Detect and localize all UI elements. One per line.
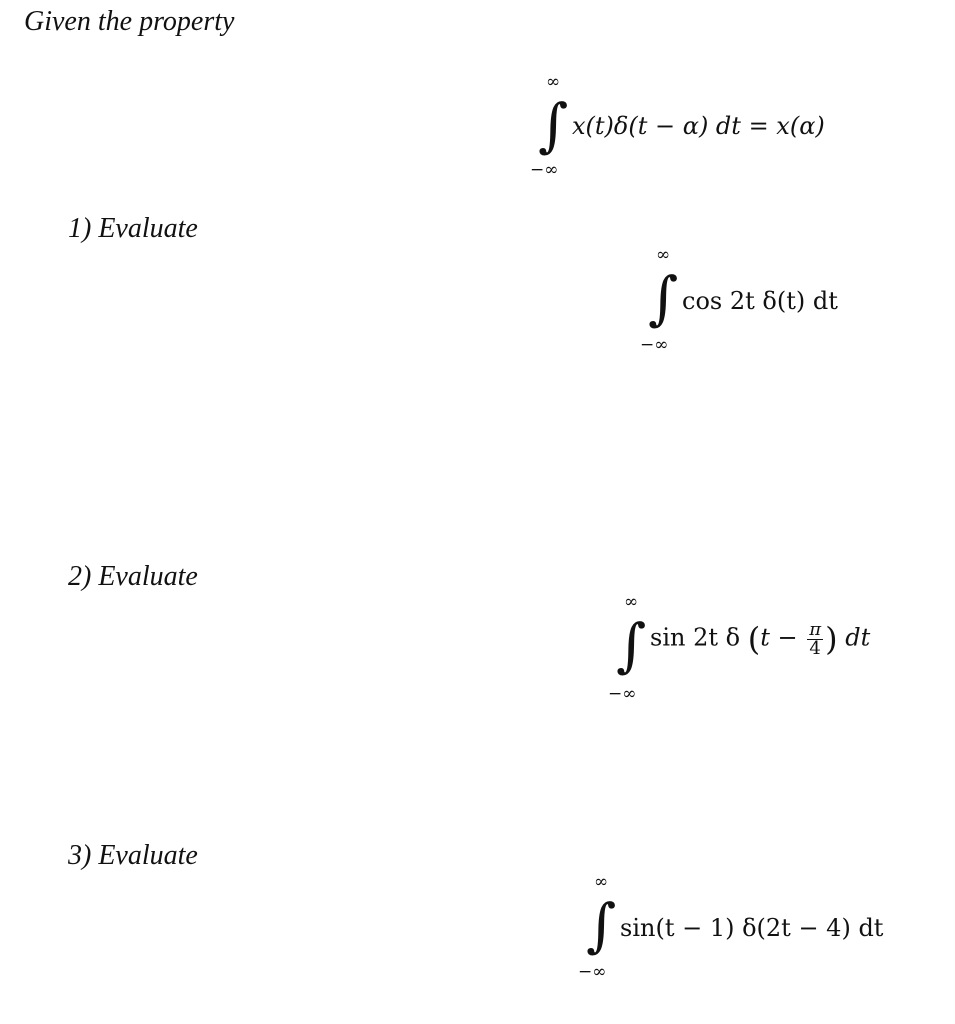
intro-text: Given the property — [24, 6, 235, 37]
property-equation — [530, 72, 890, 184]
lower-limit: −∞ — [530, 160, 559, 180]
integral-icon: ∫ — [586, 891, 617, 959]
item-2-inner-var: t − — [760, 623, 798, 652]
integral-icon: ∫ — [648, 264, 679, 332]
fraction-numerator: π — [809, 618, 822, 640]
upper-limit: ∞ — [546, 72, 561, 92]
lower-limit: −∞ — [640, 335, 669, 355]
upper-limit: ∞ — [656, 245, 671, 265]
open-paren: ( — [747, 620, 761, 658]
item-3-label: 3) Evaluate — [68, 840, 198, 871]
item-2-integrand-post: dt — [845, 623, 871, 652]
item-3-equation — [578, 872, 938, 984]
upper-limit: ∞ — [594, 872, 609, 892]
property-integrand: x(t)δ(t − α) dt = x(α) — [572, 112, 825, 140]
upper-limit: ∞ — [624, 592, 639, 612]
item-1-equation — [640, 245, 900, 357]
item-3-integrand: sin(t − 1) δ(2t − 4) dt — [620, 914, 884, 942]
item-2-equation — [608, 592, 908, 707]
fraction-denominator: 4 — [809, 637, 821, 659]
item-2-integrand — [650, 620, 870, 658]
item-2-label: 2) Evaluate — [68, 561, 198, 592]
pi-over-four-fraction — [807, 618, 823, 659]
integral-icon: ∫ — [616, 611, 647, 679]
close-paren: ) — [825, 620, 838, 658]
lower-limit: −∞ — [608, 684, 637, 704]
lower-limit: −∞ — [578, 962, 607, 982]
item-2-integrand-pre: sin 2t δ — [650, 623, 741, 652]
integral-icon: ∫ — [538, 91, 569, 159]
item-1-integrand: cos 2t δ(t) dt — [682, 287, 838, 315]
item-1-label: 1) Evaluate — [68, 213, 198, 244]
